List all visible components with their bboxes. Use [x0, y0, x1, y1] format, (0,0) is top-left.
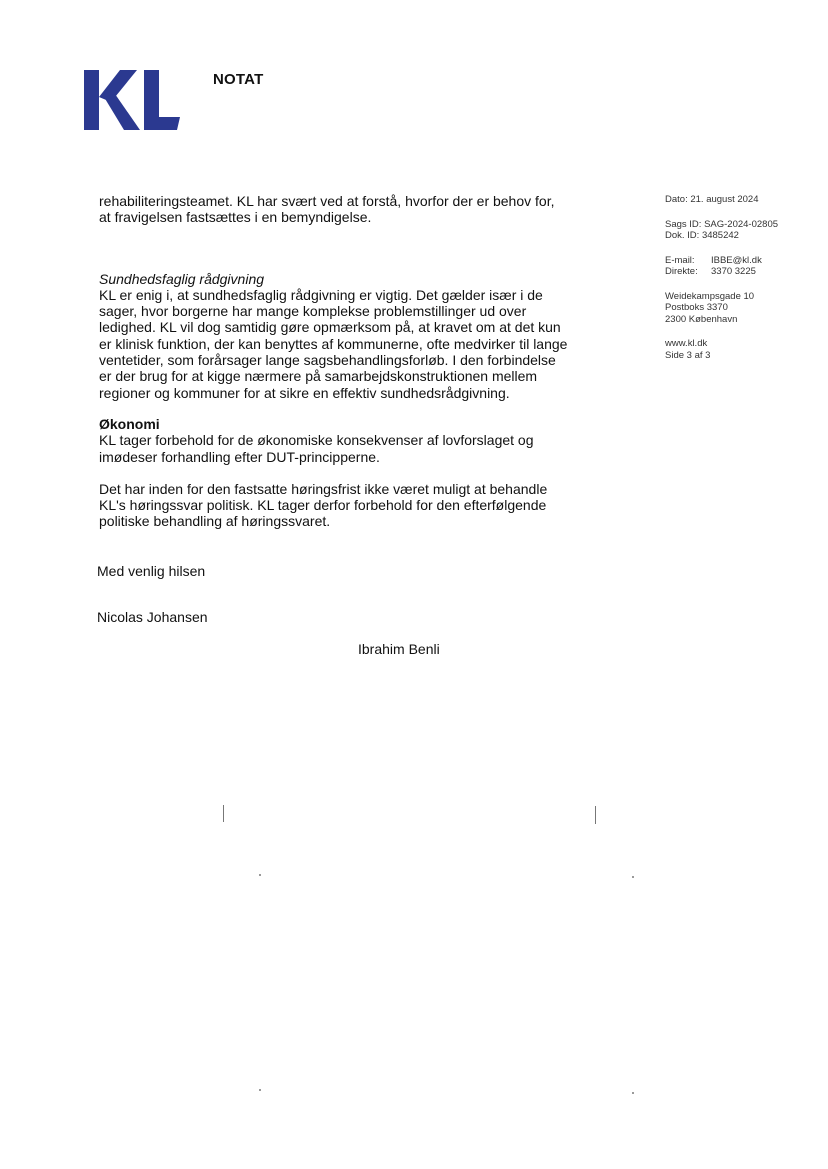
- scan-artifact-line: [595, 806, 596, 824]
- letter-body: [99, 193, 569, 530]
- address-line: Postboks 3370: [665, 302, 728, 313]
- kl-logo: [84, 70, 180, 130]
- closing-greeting: Med venlig hilsen: [97, 563, 206, 579]
- health-paragraph: KL er enig i, at sundhedsfaglig rådgivning er vigtig. Det gælder især i de sager, hvor borgerne har mange komplekse problemstillinger ud over ledighed. KL vil dog samtidig gøre opmærksom på, at kravet om at det kun er klinisk funktion, der kan benyttes af kommunerne, ofte medvirker til lange ventetider, som forårsager lange sagsbehandlingsforløb. I den forbindelse er der brug for at kigge nærmere på samarbejdskonstruktionen mellem regioner og kommuner for at sikre en effektiv sundhedsrådgivning.: [99, 286, 568, 401]
- email-label: E-mail:: [665, 254, 695, 266]
- page-number: Side 3 af 3: [665, 349, 711, 361]
- section-heading-economy: Økonomi: [99, 415, 160, 432]
- scan-artifact-dot: [632, 1092, 634, 1094]
- scan-artifact-dot: [259, 874, 261, 876]
- scan-artifact-dot: [259, 1089, 261, 1091]
- section-heading-health: Sundhedsfaglig rådgivning: [99, 270, 265, 287]
- intro-paragraph: rehabiliteringsteamet. KL har svært ved at forstå, hvorfor der er behov for, at fravigelsen fastsættes i en bemyndigelse.: [99, 193, 555, 226]
- political-paragraph: Det har inden for den fastsatte høringsfrist ikke været muligt at behandle KL's høringssvar politisk. KL tager derfor forbehold for den efterfølgende politiske behandling af høringssvaret.: [99, 480, 548, 530]
- direct-row: [665, 266, 815, 278]
- address-line: Weidekampsgade 10: [665, 290, 755, 302]
- website: www.kl.dk: [665, 338, 708, 349]
- document-date: Dato: 21. august 2024: [665, 194, 759, 205]
- document-type: NOTAT: [213, 71, 264, 88]
- scan-artifact-dot: [632, 876, 634, 878]
- direct-value: 3370 3225: [711, 266, 756, 277]
- signer-name: Nicolas Johansen: [97, 609, 208, 625]
- direct-label: Direkte:: [665, 266, 698, 277]
- email-value: IBBE@kl.dk: [711, 254, 762, 266]
- address-line: 2300 København: [665, 313, 738, 325]
- signer-name: Ibrahim Benli: [358, 641, 440, 657]
- doc-id: Dok. ID: 3485242: [665, 230, 739, 241]
- document-metadata: [665, 194, 815, 374]
- economy-paragraph: KL tager forbehold for de økonomiske konsekvenser af lovforslaget og imødeser forhandling efter DUT-principperne.: [99, 432, 534, 465]
- email-row: [665, 255, 815, 267]
- scan-artifact-line: [223, 805, 224, 822]
- case-id: Sags ID: SAG-2024-02805: [665, 218, 779, 230]
